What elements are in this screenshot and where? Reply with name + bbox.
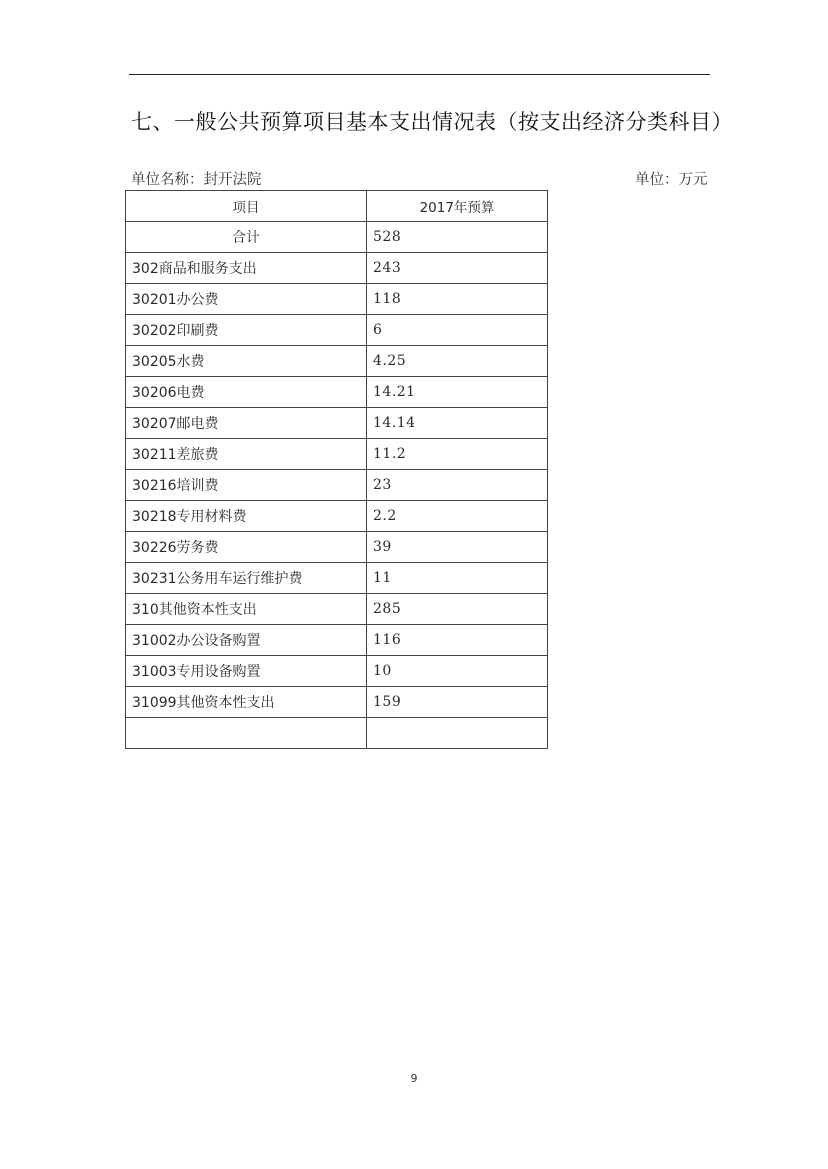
row-value [367,718,548,749]
row-value: 6 [367,315,548,346]
row-value: 118 [367,284,548,315]
row-value: 14.14 [367,408,548,439]
row-item: 302商品和服务支出 [126,253,367,284]
row-value: 2.2 [367,501,548,532]
table-row [126,470,548,501]
row-item: 30201办公费 [126,284,367,315]
row-value: 11 [367,563,548,594]
row-item: 30226劳务费 [126,532,367,563]
top-rule [129,74,710,75]
table-header-row [126,191,548,222]
column-header-item: 项目 [126,191,367,222]
row-value: 10 [367,656,548,687]
row-value: 4.25 [367,346,548,377]
row-item: 30231公务用车运行维护费 [126,563,367,594]
table-row [126,284,548,315]
page-number: 9 [410,1072,418,1085]
unit-label: 单位：万元 [635,172,708,188]
row-value: 39 [367,532,548,563]
row-item: 30202印刷费 [126,315,367,346]
row-item: 310其他资本性支出 [126,594,367,625]
budget-table [125,190,548,749]
row-value: 14.21 [367,377,548,408]
table-row [126,532,548,563]
row-item: 30218专用材料费 [126,501,367,532]
unit-name: 单位名称：封开法院 [131,172,262,188]
row-value: 243 [367,253,548,284]
row-item: 30206电费 [126,377,367,408]
row-item: 31002办公设备购置 [126,625,367,656]
row-item: 31003专用设备购置 [126,656,367,687]
table-row [126,501,548,532]
column-header-budget: 2017年预算 [367,191,548,222]
table-row [126,377,548,408]
row-item: 30207邮电费 [126,408,367,439]
table-row-empty [126,718,548,749]
table-row [126,253,548,284]
table-row [126,315,548,346]
row-item: 30205水费 [126,346,367,377]
table-row [126,563,548,594]
row-item: 合计 [126,222,367,253]
table-row [126,408,548,439]
row-value: 285 [367,594,548,625]
table-row [126,594,548,625]
row-value: 116 [367,625,548,656]
row-value: 23 [367,470,548,501]
table-row [126,439,548,470]
row-item [126,718,367,749]
table-row [126,656,548,687]
row-item: 30211差旅费 [126,439,367,470]
table-row-total [126,222,548,253]
table-row [126,346,548,377]
row-value: 11.2 [367,439,548,470]
row-value: 159 [367,687,548,718]
page-title: 七、一般公共预算项目基本支出情况表（按支出经济分类科目） [131,110,733,134]
row-item: 30216培训费 [126,470,367,501]
table-row [126,687,548,718]
table-row [126,625,548,656]
row-value: 528 [367,222,548,253]
row-item: 31099其他资本性支出 [126,687,367,718]
